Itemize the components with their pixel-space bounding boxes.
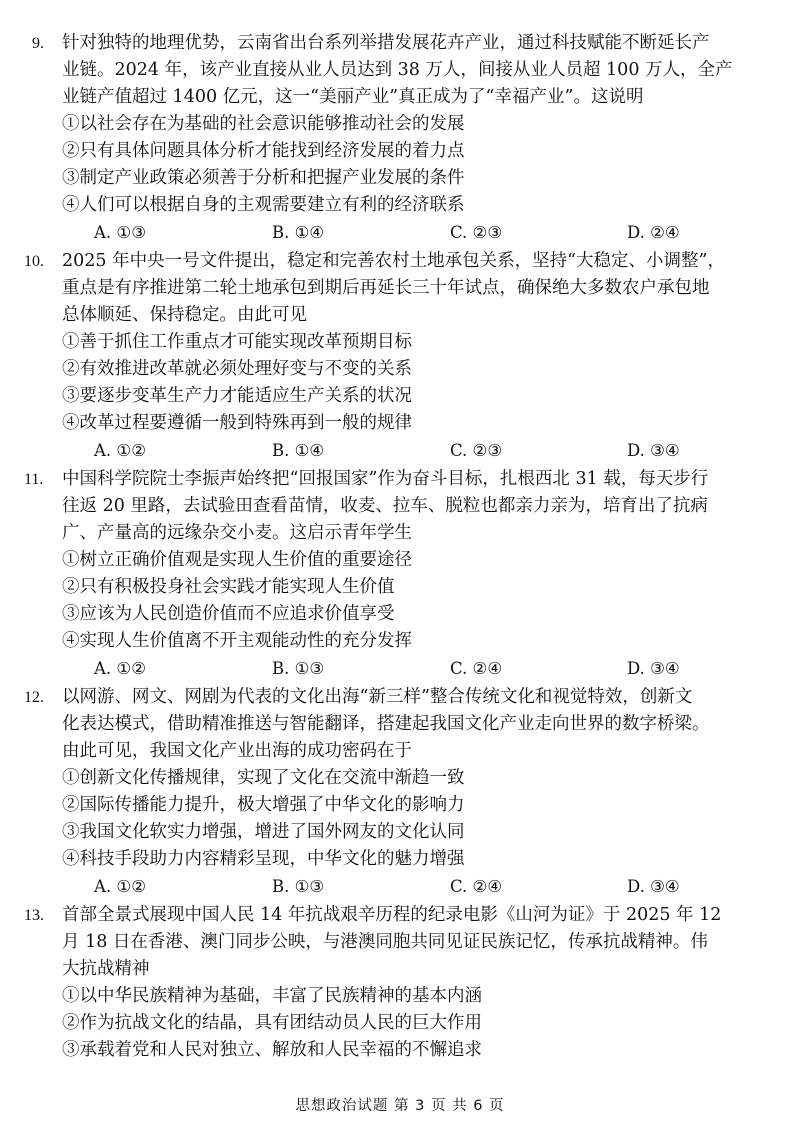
choice-d[interactable]: D. ③④ [627, 877, 680, 896]
choice-d[interactable]: D. ③④ [627, 441, 680, 460]
question-10 [24, 248, 752, 464]
choice-c[interactable]: C. ②③ [450, 441, 503, 460]
statement-2: ②只有具体问题具体分析才能找到经济发展的着力点 [62, 141, 465, 161]
statement-4: ④改革过程要遵循一般到特殊再到一般的规律 [62, 413, 412, 433]
question-stem-line: 重点是有序推进第二轮土地承包到期后再延长三十年试点，确保绝大多数农户承包地 [62, 278, 710, 298]
choice-b[interactable]: B. ①④ [272, 223, 325, 242]
answer-choices [62, 873, 752, 900]
choice-b[interactable]: B. ①④ [272, 441, 325, 460]
choice-a[interactable]: A. ①③ [94, 223, 146, 242]
question-stem-line: 月 18 日在香港、澳门同步公映，与港澳同胞共同见证民族记忆，传承抗战精神。伟 [62, 932, 708, 952]
statement-2: ②国际传播能力提升，极大增强了中华文化的影响力 [62, 795, 465, 815]
statement-3: ③要逐步变革生产力才能适应生产关系的状况 [62, 386, 412, 406]
choice-d[interactable]: D. ②④ [627, 223, 680, 242]
choice-b[interactable]: B. ①③ [272, 659, 325, 678]
question-number: 12. [24, 689, 44, 706]
statement-4: ④人们可以根据自身的主观需要建立有利的经济联系 [62, 195, 465, 215]
question-stem-line: 12. 以网游、网文、网剧为代表的文化出海“新三样”整合传统文化和视觉特效，创新文 [62, 684, 752, 711]
choice-a[interactable]: A. ①② [94, 441, 146, 460]
question-stem-line: 往返 20 里路，去试验田查看苗情，收麦、拉车、脱粒也都亲力亲为，培育出了抗病 [62, 496, 708, 516]
statement-4: ④科技手段助力内容精彩呈现，中华文化的魅力增强 [62, 849, 465, 869]
statement-3: ③应该为人民创造价值而不应追求价值享受 [62, 604, 395, 624]
question-stem-line: 13. 首部全景式展现中国人民 14 年抗战艰辛历程的纪录电影《山河为证》于 2025 年 12 [62, 902, 752, 929]
question-9 [32, 30, 752, 246]
question-stem-line: 总体顺延、保持稳定。由此可见 [62, 305, 307, 325]
statement-1: ①以中华民族精神为基础，丰富了民族精神的基本内涵 [62, 986, 482, 1006]
question-stem-line: 10. 2025 年中央一号文件提出，稳定和完善农村土地承包关系，坚持“大稳定、小调整”， [62, 248, 752, 275]
page-footer: 思想政治试题 第 3 页 共 6 页 [295, 1098, 505, 1114]
statement-2: ②有效推进改革就必须处理好变与不变的关系 [62, 359, 412, 379]
statement-2: ②作为抗战文化的结晶，具有团结动员人民的巨大作用 [62, 1013, 482, 1033]
statement-1: ①创新文化传播规律，实现了文化在交流中渐趋一致 [62, 768, 465, 788]
choice-c[interactable]: C. ②④ [450, 877, 503, 896]
statement-1: ①树立正确价值观是实现人生价值的重要途径 [62, 550, 412, 570]
question-stem-line: 业链产值超过 1400 亿元，这一“美丽产业”真正成为了“幸福产业”。这说明 [62, 87, 644, 107]
question-12 [24, 684, 752, 900]
choice-a[interactable]: A. ①② [94, 659, 146, 678]
question-stem-line: 广、产量高的远缘杂交小麦。这启示青年学生 [62, 523, 412, 543]
answer-choices [62, 437, 752, 464]
choice-d[interactable]: D. ③④ [627, 659, 680, 678]
question-13 [24, 902, 752, 1064]
statement-3: ③制定产业政策必须善于分析和把握产业发展的条件 [62, 168, 465, 188]
statement-2: ②只有积极投身社会实践才能实现人生价值 [62, 577, 395, 597]
choice-c[interactable]: C. ②④ [450, 659, 503, 678]
question-stem-line: 11. 中国科学院院士李振声始终把“回报国家”作为奋斗目标，扎根西北 31 载，每天步行 [62, 466, 752, 493]
statement-3: ③承载着党和人民对独立、解放和人民幸福的不懈追求 [62, 1040, 482, 1060]
question-number: 13. [24, 907, 44, 924]
choice-c[interactable]: C. ②③ [450, 223, 503, 242]
question-stem-line: 由此可见，我国文化产业出海的成功密码在于 [62, 741, 412, 761]
statement-1: ①善于抓住工作重点才可能实现改革预期目标 [62, 332, 412, 352]
question-number: 9. [32, 35, 44, 52]
choice-a[interactable]: A. ①② [94, 877, 146, 896]
question-number: 11. [24, 471, 44, 488]
question-number: 10. [24, 253, 44, 270]
question-stem-line: 9. 针对独特的地理优势，云南省出台系列举措发展花卉产业，通过科技赋能不断延长产 [62, 30, 752, 57]
statement-3: ③我国文化软实力增强，增进了国外网友的文化认同 [62, 822, 465, 842]
question-stem-line: 化表达模式，借助精准推送与智能翻译，搭建起我国文化产业走向世界的数字桥梁。 [62, 714, 710, 734]
question-stem-line: 业链。2024 年，该产业直接从业人员达到 38 万人，间接从业人员超 100 万人，全产 [62, 60, 733, 80]
question-stem-line: 大抗战精神 [62, 959, 150, 979]
answer-choices [62, 655, 752, 682]
question-11 [24, 466, 752, 682]
answer-choices [62, 219, 752, 246]
statement-4: ④实现人生价值离不开主观能动性的充分发挥 [62, 631, 412, 651]
statement-1: ①以社会存在为基础的社会意识能够推动社会的发展 [62, 114, 465, 134]
choice-b[interactable]: B. ①③ [272, 877, 325, 896]
